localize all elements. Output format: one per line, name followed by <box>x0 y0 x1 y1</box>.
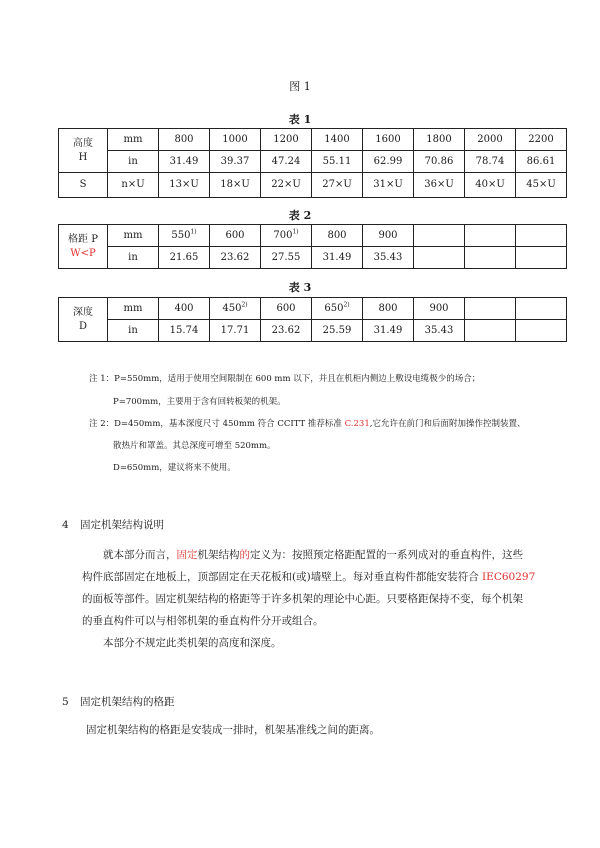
table3-title: 表 3 <box>288 281 312 294</box>
section-5-heading: 5 固定机架结构的格距 <box>62 696 175 708</box>
empty-cell <box>465 247 516 269</box>
table-cell: 35.43 <box>414 320 465 342</box>
table-cell: 23.62 <box>210 247 261 269</box>
figure-title: 图 1 <box>289 80 311 93</box>
pitch-label-cell <box>59 225 108 269</box>
table-cell: 31.49 <box>312 247 363 269</box>
table-cell: 550$^{1)}$ <box>159 225 210 247</box>
unit-cell: mm <box>108 298 159 320</box>
table-cell: 1000 <box>210 129 261 151</box>
table-cell: 650$^{2)}$ <box>312 298 363 320</box>
table-cell: 86.61 <box>516 151 567 173</box>
table-cell: 23.62 <box>261 320 312 342</box>
table-cell: 600 <box>261 298 312 320</box>
table-cell: 450$^{2)}$ <box>210 298 261 320</box>
empty-cell <box>414 247 465 269</box>
table-cell: 35.43 <box>363 247 414 269</box>
table2-mm-row <box>59 225 567 247</box>
note-1-cont: P=700mm，主要用于含有回转板架的机架。 <box>113 397 286 407</box>
note-2: 注 2：D=450mm，基本深度尺寸 450mm 符合 CCITT 推荐标准 C.231,它允许在前门和后面附加操作控制装置、 <box>89 419 526 429</box>
note-1: 注 1：P=550mm，适用于使用空间限制在 600 mm 以下，并且在机柜内侧边上敷设电缆极少的场合； <box>89 374 481 384</box>
table2-in-row <box>59 247 567 269</box>
height-label: 高度 <box>73 137 93 149</box>
pitch-label: 格距 P <box>68 233 98 245</box>
table-cell: 18×U <box>210 173 261 198</box>
table-cell: 900 <box>414 298 465 320</box>
table-cell: 400 <box>159 298 210 320</box>
depth-label: 深度 <box>73 306 93 318</box>
section-5-paragraph: 固定机架结构的格距是安装成一排时，机架基准线之间的距离。 <box>86 724 380 736</box>
table3-mm-row <box>59 298 567 320</box>
table3-in-row <box>59 320 567 342</box>
table-cell: 800 <box>159 129 210 151</box>
table3 <box>58 297 567 342</box>
table-cell: 31.49 <box>363 320 414 342</box>
table-cell: 1600 <box>363 129 414 151</box>
table-cell: 55.11 <box>312 151 363 173</box>
section-4-paragraph-line: 的面板等部件。固定机架结构的格距等于许多机架的理论中心距。只要格距保持不变，每个机架 <box>82 593 523 605</box>
table-cell: 25.59 <box>312 320 363 342</box>
table-cell: 2000 <box>465 129 516 151</box>
table-cell: 31.49 <box>159 151 210 173</box>
section-4-paragraph-line: 的垂直构件可以与相邻机架的垂直构件分开或组合。 <box>82 615 324 627</box>
table1-in-row <box>59 151 567 173</box>
table-cell: 800 <box>363 298 414 320</box>
unit-cell: mm <box>108 225 159 247</box>
note-2-depth-650: D=650mm，建议将来不使用。 <box>113 463 236 473</box>
table-cell: 600 <box>210 225 261 247</box>
table-cell: 27.55 <box>261 247 312 269</box>
height-symbol: H <box>78 151 88 163</box>
section-4-paragraph-line: 就本部分而言，固定机架结构的定义为：按照预定格距配置的一系列成对的垂直构件，这些 <box>103 549 523 561</box>
table-cell: 27×U <box>312 173 363 198</box>
empty-cell <box>465 298 516 320</box>
table2-title: 表 2 <box>288 209 312 222</box>
unit-cell: mm <box>108 129 159 151</box>
table1 <box>58 128 567 198</box>
table-cell: 62.99 <box>363 151 414 173</box>
table2 <box>58 224 567 269</box>
empty-cell <box>516 298 567 320</box>
pitch-condition: W<P <box>70 247 96 259</box>
table-cell: 45×U <box>516 173 567 198</box>
table-cell: 22×U <box>261 173 312 198</box>
unit-cell: in <box>108 320 159 342</box>
empty-cell <box>465 320 516 342</box>
table-cell: 31×U <box>363 173 414 198</box>
note-2-cont: 散热片和罩盖。其总深度可增至 520mm。 <box>113 441 276 451</box>
table-cell: 2200 <box>516 129 567 151</box>
table-cell: 70.86 <box>414 151 465 173</box>
table-cell: 1200 <box>261 129 312 151</box>
table-cell: 900 <box>363 225 414 247</box>
depth-label-cell <box>59 298 108 342</box>
table-cell: 1800 <box>414 129 465 151</box>
height-label-cell <box>59 129 108 173</box>
table-cell: 15.74 <box>159 320 210 342</box>
empty-cell <box>516 320 567 342</box>
table1-s-row <box>59 173 567 198</box>
table-cell: 21.65 <box>159 247 210 269</box>
empty-cell <box>516 225 567 247</box>
table-cell: 78.74 <box>465 151 516 173</box>
table1-mm-row <box>59 129 567 151</box>
table-cell: 1400 <box>312 129 363 151</box>
empty-cell <box>414 225 465 247</box>
section-4-paragraph-line: 构件底部固定在地板上，顶部固定在天花板和(或)墙壁上。每对垂直构件都能安装符合 IEC60297 <box>82 571 536 583</box>
table-cell: 17.71 <box>210 320 261 342</box>
table-cell: 36×U <box>414 173 465 198</box>
unit-cell: in <box>108 247 159 269</box>
unit-cell: n×U <box>108 173 159 198</box>
section-4-paragraph-2: 本部分不规定此类机架的高度和深度。 <box>103 637 282 649</box>
unit-cell: in <box>108 151 159 173</box>
table1-title: 表 1 <box>288 113 312 126</box>
depth-symbol: D <box>78 320 88 332</box>
empty-cell <box>465 225 516 247</box>
section-4-heading: 4 固定机架结构说明 <box>62 519 164 531</box>
table-cell: 700$^{1)}$ <box>261 225 312 247</box>
table-cell: 800 <box>312 225 363 247</box>
table-cell: 47.24 <box>261 151 312 173</box>
table-cell: 39.37 <box>210 151 261 173</box>
table-cell: 13×U <box>159 173 210 198</box>
s-label: S <box>59 173 108 198</box>
table-cell: 40×U <box>465 173 516 198</box>
empty-cell <box>516 247 567 269</box>
